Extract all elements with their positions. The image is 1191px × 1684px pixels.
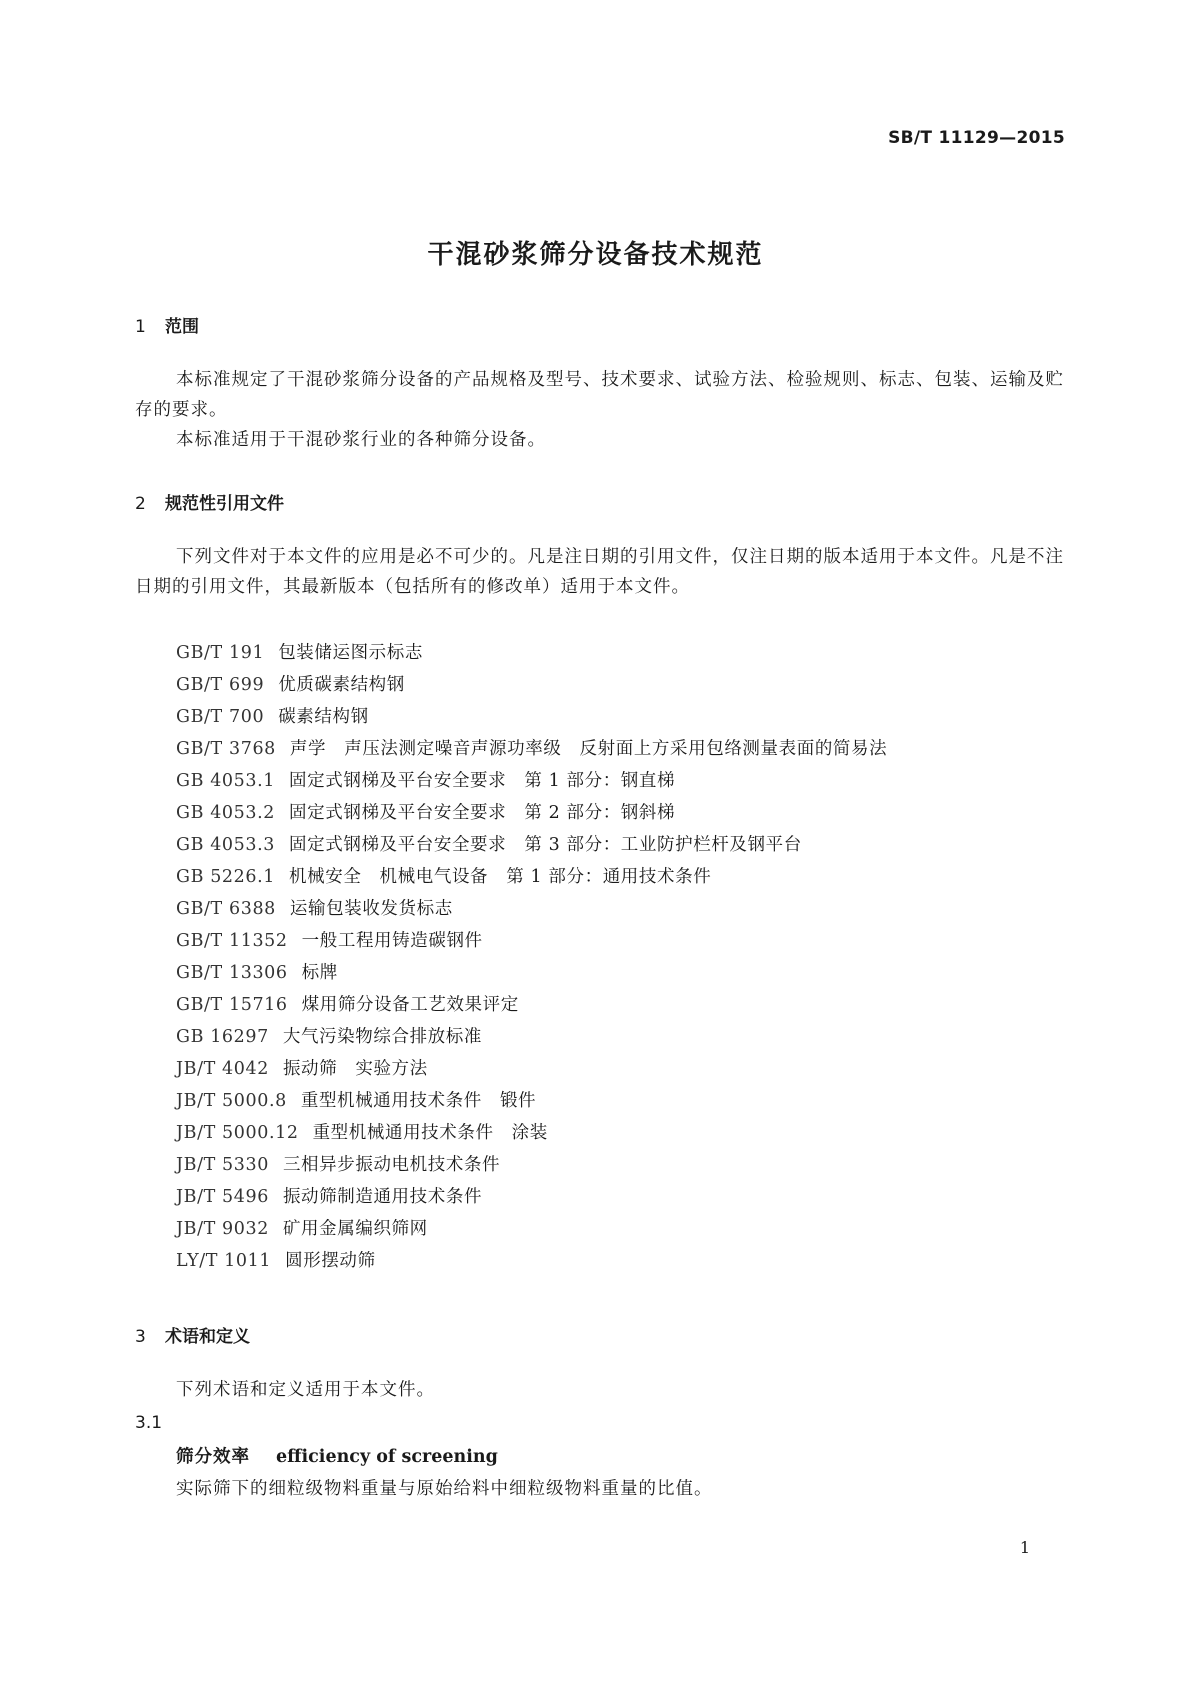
section-3-intro-text: 下列术语和定义适用于本文件。 (176, 1380, 435, 1400)
section-2-intro (135, 542, 1065, 602)
reference-title: 固定式钢梯及平台安全要求 第 3 部分：工业防护栏杆及钢平台 (289, 835, 802, 855)
term-number: 3.1 (135, 1413, 163, 1433)
reference-code: GB 5226.1 (176, 867, 276, 887)
section-1-p2-text: 本标准适用于干混砂浆行业的各种筛分设备。 (176, 430, 546, 450)
reference-title: 振动筛 实验方法 (282, 1059, 428, 1079)
section-1-title: 范围 (165, 317, 199, 337)
section-1-paragraph-1 (135, 365, 1065, 425)
reference-item (176, 829, 887, 861)
reference-item (176, 957, 887, 989)
reference-code: GB/T 13306 (176, 963, 288, 983)
reference-item (176, 797, 887, 829)
section-3-number: 3 (135, 1327, 146, 1347)
reference-item (176, 989, 887, 1021)
reference-code: GB 4053.3 (176, 835, 276, 855)
section-2-heading (135, 489, 284, 514)
reference-title: 固定式钢梯及平台安全要求 第 1 部分：钢直梯 (289, 771, 676, 791)
reference-item (176, 1053, 887, 1085)
reference-code: GB/T 191 (176, 643, 265, 663)
term-chinese: 筛分效率 (176, 1447, 250, 1467)
reference-item (176, 1245, 887, 1277)
reference-code: GB/T 11352 (176, 931, 288, 951)
reference-title: 煤用筛分设备工艺效果评定 (301, 995, 519, 1015)
reference-title: 碳素结构钢 (278, 707, 369, 727)
section-2-number: 2 (135, 494, 146, 514)
reference-code: GB 16297 (176, 1027, 269, 1047)
reference-code: JB/T 5000.12 (176, 1123, 299, 1143)
reference-title: 标牌 (301, 963, 338, 983)
term-entry (176, 1443, 498, 1468)
reference-item (176, 637, 887, 669)
reference-item (176, 861, 887, 893)
reference-title: 机械安全 机械电气设备 第 1 部分：通用技术条件 (289, 867, 712, 887)
section-2-intro-text: 下列文件对于本文件的应用是必不可少的。凡是注日期的引用文件，仅注日期的版本适用于本文件。凡是不注日期的引用文件，其最新版本（包括所有的修改单）适用于本文件。 (135, 547, 1064, 597)
section-1-number: 1 (135, 317, 146, 337)
reference-code: GB/T 3768 (176, 739, 276, 759)
reference-code: LY/T 1011 (176, 1251, 272, 1271)
page-number: 1 (1019, 1538, 1030, 1557)
reference-code: GB/T 6388 (176, 899, 276, 919)
reference-code: GB 4053.2 (176, 803, 276, 823)
reference-item (176, 1181, 887, 1213)
reference-item (176, 893, 887, 925)
standard-code: SB/T 11129—2015 (888, 128, 1065, 148)
reference-item (176, 925, 887, 957)
reference-code: JB/T 5496 (176, 1187, 269, 1207)
reference-item (176, 1117, 887, 1149)
section-1-paragraph-2 (135, 425, 1065, 455)
reference-item (176, 701, 887, 733)
normative-references-list (176, 637, 887, 1277)
reference-title: 一般工程用铸造碳钢件 (301, 931, 483, 951)
reference-code: GB/T 700 (176, 707, 265, 727)
reference-item (176, 1213, 887, 1245)
reference-title: 运输包装收发货标志 (289, 899, 453, 919)
document-title: 干混砂浆筛分设备技术规范 (427, 240, 764, 270)
reference-title: 振动筛制造通用技术条件 (282, 1187, 483, 1207)
section-2-title: 规范性引用文件 (165, 494, 284, 514)
term-definition: 实际筛下的细粒级物料重量与原始给料中细粒级物料重量的比值。 (176, 1479, 713, 1499)
reference-title: 圆形摆动筛 (285, 1251, 376, 1271)
section-1-heading (135, 312, 199, 337)
reference-item (176, 765, 887, 797)
section-3-heading (135, 1322, 250, 1347)
reference-title: 重型机械通用技术条件 锻件 (300, 1091, 537, 1111)
reference-title: 大气污染物综合排放标准 (282, 1027, 482, 1047)
section-3-intro (135, 1375, 1065, 1405)
reference-title: 三相异步振动电机技术条件 (282, 1155, 501, 1175)
term-english: efficiency of screening (276, 1447, 498, 1467)
reference-title: 优质碳素结构钢 (278, 675, 405, 695)
reference-title: 固定式钢梯及平台安全要求 第 2 部分：钢斜梯 (289, 803, 676, 823)
reference-item (176, 733, 887, 765)
reference-title: 声学 声压法测定噪音声源功率级 反射面上方采用包络测量表面的简易法 (289, 739, 888, 759)
reference-code: GB 4053.1 (176, 771, 276, 791)
reference-title: 重型机械通用技术条件 涂装 (312, 1123, 548, 1143)
section-3-title: 术语和定义 (165, 1327, 250, 1347)
reference-code: GB/T 699 (176, 675, 265, 695)
reference-item (176, 669, 887, 701)
reference-code: JB/T 9032 (176, 1219, 269, 1239)
reference-code: JB/T 4042 (176, 1059, 269, 1079)
reference-title: 包装储运图示标志 (278, 643, 423, 663)
reference-item (176, 1021, 887, 1053)
section-1-p1-text: 本标准规定了干混砂浆筛分设备的产品规格及型号、技术要求、试验方法、检验规则、标志、包装、运输及贮存的要求。 (135, 370, 1064, 420)
reference-code: JB/T 5000.8 (176, 1091, 287, 1111)
reference-code: GB/T 15716 (176, 995, 288, 1015)
reference-item (176, 1085, 887, 1117)
reference-title: 矿用金属编织筛网 (282, 1219, 428, 1239)
reference-item (176, 1149, 887, 1181)
reference-code: JB/T 5330 (176, 1155, 269, 1175)
